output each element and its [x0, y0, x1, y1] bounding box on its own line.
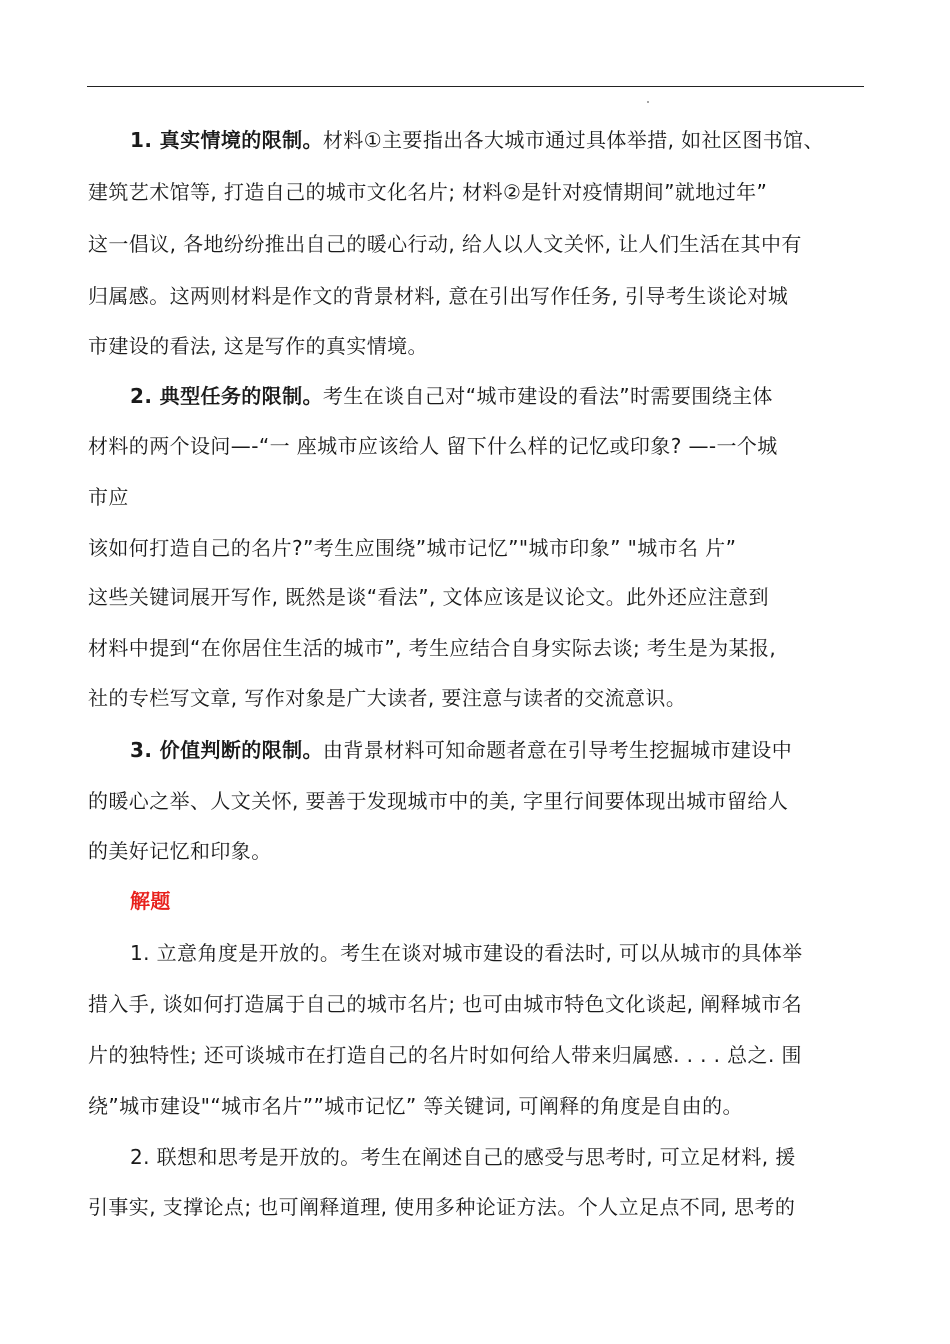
section-lead: 2. 典型任务的限制。: [130, 384, 323, 408]
paragraph-line: 该如何打造自己的名片?”考生应围绕”城市记忆”"城市印象” "城市名 片”: [88, 536, 737, 560]
paragraph-line: 这些关键词展开写作, 既然是谈“看法”, 文体应该是议论文。此外还应注意到: [88, 585, 769, 609]
paragraph-line: 3. 价值判断的限制。由背景材料可知命题者意在引导考生挖掘城市建设中: [130, 738, 793, 762]
paragraph-line: 归属感。这两则材料是作文的背景材料, 意在引出写作任务, 引导考生谈论对城: [88, 284, 789, 308]
paragraph-line: 1. 真实情境的限制。材料①主要指出各大城市通过具体举措, 如社区图书馆、: [130, 128, 824, 152]
paragraph-line: 材料中提到“在你居住生活的城市”, 考生应结合自身实际去谈; 考生是为某报,: [88, 636, 777, 660]
paragraph-line: 片的独特性; 还可谈城市在打造自己的名片时如何给人带来归属感. . . . 总之. 围: [88, 1043, 802, 1067]
section-heading: 解题: [130, 889, 171, 913]
header-rule: [87, 86, 864, 87]
paragraph-line: 市应: [88, 485, 129, 509]
paragraph-line: 2. 典型任务的限制。考生在谈自己对“城市建设的看法”时需要围绕主体: [130, 384, 773, 408]
paragraph-line: 绕”城市建设"“城市名片””城市记忆” 等关键词, 可阐释的角度是自由的。: [88, 1094, 743, 1118]
paragraph-line: 材料的两个设问—-“一 座城市应该给人 留下什么样的记忆或印象? —-一个城: [88, 434, 778, 458]
paragraph-line: 2. 联想和思考是开放的。考生在阐述自己的感受与思考时, 可立足材料, 援: [130, 1145, 796, 1169]
paragraph-line: 建筑艺术馆等, 打造自己的城市文化名片; 材料②是针对疫情期间”就地过年”: [88, 180, 768, 204]
paragraph-line: 市建设的看法, 这是写作的真实情境。: [88, 334, 428, 358]
section-lead: 3. 价值判断的限制。: [130, 738, 323, 762]
paragraph-line: 1. 立意角度是开放的。考生在谈对城市建设的看法时, 可以从城市的具体举: [130, 941, 803, 965]
paragraph-line: 的暖心之举、人文关怀, 要善于发现城市中的美, 字里行间要体现出城市留给人: [88, 789, 789, 813]
paragraph-line: 引事实, 支撑论点; 也可阐释道理, 使用多种论证方法。个人立足点不同, 思考的: [88, 1195, 796, 1219]
paragraph-line: 这一倡议, 各地纷纷推出自己的暖心行动, 给人以人文关怀, 让人们生活在其中有: [88, 232, 802, 256]
paragraph-line: 措入手, 谈如何打造属于自己的城市名片; 也可由城市特色文化谈起, 阐释城市名: [88, 992, 803, 1016]
section-lead: 1. 真实情境的限制。: [130, 128, 323, 152]
paragraph-line: 的美好记忆和印象。: [88, 839, 272, 863]
speck-mark: [647, 101, 649, 103]
paragraph-line: 社的专栏写文章, 写作对象是广大读者, 要注意与读者的交流意识。: [88, 686, 687, 710]
